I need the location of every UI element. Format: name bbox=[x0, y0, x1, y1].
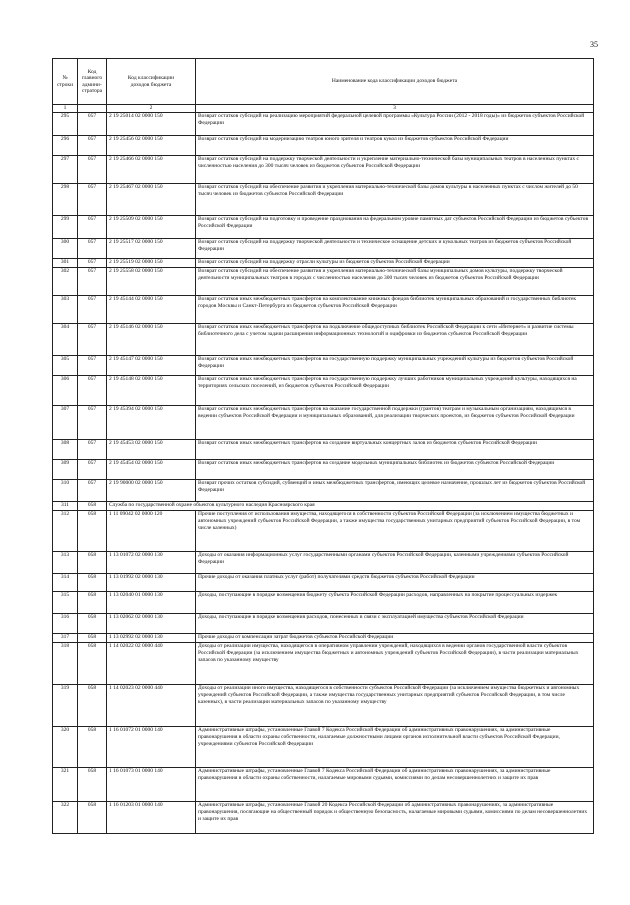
header-text: строки bbox=[56, 81, 74, 88]
classification-code-cell: 1 14 02022 02 0000 440 bbox=[107, 643, 196, 685]
classification-code-cell: 2 19 25558 02 0000 150 bbox=[107, 268, 196, 296]
code-name-cell: Возврат остатков субсидий на подготовку и проведение празднования на федеральном уровне памятных дат субъектов Российской Федерации из бюджетов субъектов Российской Федерации bbox=[196, 216, 594, 239]
table-row bbox=[53, 768, 594, 802]
admin-code-cell: 058 bbox=[78, 727, 107, 768]
admin-code-cell: 057 bbox=[78, 440, 107, 460]
header-classification-code bbox=[107, 59, 196, 105]
admin-code-cell: 057 bbox=[78, 259, 107, 268]
row-number-cell: 307 bbox=[53, 406, 78, 440]
code-name-cell: Прочие доходы от оказания платных услуг (работ) получателями средств бюджетов субъектов Российской Федерации bbox=[196, 574, 594, 592]
header-text: Код bbox=[87, 68, 97, 75]
row-number-cell: 320 bbox=[53, 727, 78, 768]
classification-code-cell: 1 16 01072 01 0000 140 bbox=[107, 727, 196, 768]
table-row bbox=[53, 502, 594, 511]
table-body bbox=[53, 113, 594, 834]
admin-code-cell: 057 bbox=[78, 268, 107, 296]
code-name-cell: Прочие доходы от компенсации затрат бюджетов субъектов Российской Федерации bbox=[196, 634, 594, 643]
classification-code-cell: 1 13 02992 02 0000 130 bbox=[107, 634, 196, 643]
admin-code-cell: 057 bbox=[78, 216, 107, 239]
admin-code-cell: 057 bbox=[78, 324, 107, 356]
code-name-cell: Доходы от реализации имущества, находящегося в оперативном управлении учреждений, находящихся в ведении органов государственной власти субъектов Российской Федерации (за исключением имущества бюджетных и автономных учреждений субъектов Российской Федерации), в части реализации материальных запасов по указанному имуществу bbox=[196, 643, 594, 685]
code-name-cell: Доходы от оказания информационных услуг государственными органами субъектов Российской Федерации, казенными учреждениями субъектов Российской Федерации bbox=[196, 552, 594, 574]
row-number-cell: 316 bbox=[53, 614, 78, 634]
header-text: главного bbox=[81, 75, 103, 82]
code-name-cell: Возврат остатков иных межбюджетных трансфертов на создание модельных муниципальных библиотек из бюджетов субъектов Российской Федерации bbox=[196, 460, 594, 480]
row-number-cell: 306 bbox=[53, 376, 78, 406]
code-name-cell: Доходы, поступающие в порядке возмещения расходов, понесенных в связи с эксплуатацией имущества субъектов Российской Федерации bbox=[196, 614, 594, 634]
admin-code-cell: 057 bbox=[78, 460, 107, 480]
code-name-cell: Административные штрафы, установленные Главой 7 Кодекса Российской Федерации об административных правонарушениях, за административные правонарушения в области охраны собственности, налагаемые должностными лицами органов исполнительной власти субъектов Российской Федерации, учреждениями субъектов Российской Федерации bbox=[196, 727, 594, 768]
row-number-cell: 311 bbox=[53, 502, 78, 511]
classification-code-cell: 2 19 45144 02 0000 150 bbox=[107, 296, 196, 324]
row-number-cell: 300 bbox=[53, 239, 78, 259]
row-number-cell: 309 bbox=[53, 460, 78, 480]
classification-code-cell: 1 14 02023 02 0000 440 bbox=[107, 685, 196, 727]
admin-code-cell: 058 bbox=[78, 614, 107, 634]
admin-code-cell: 057 bbox=[78, 156, 107, 184]
table-row bbox=[53, 356, 594, 376]
classification-code-cell: 2 19 25456 02 0000 150 bbox=[107, 136, 196, 156]
classification-code-cell: 2 19 45454 02 0000 150 bbox=[107, 460, 196, 480]
classification-code-cell: 1 11 09042 02 0000 120 bbox=[107, 511, 196, 552]
admin-code-cell: 058 bbox=[78, 511, 107, 552]
table-row bbox=[53, 574, 594, 592]
table-row bbox=[53, 592, 594, 614]
section-title-cell: Служба по государственной охране объектов культурного наследия Красноярского края bbox=[107, 502, 594, 511]
admin-code-cell: 057 bbox=[78, 376, 107, 406]
table-row bbox=[53, 113, 594, 136]
page-number: 35 bbox=[590, 40, 598, 49]
index-cell bbox=[78, 105, 107, 113]
budget-codes-table bbox=[52, 58, 594, 834]
table-row bbox=[53, 727, 594, 768]
header-text: № bbox=[62, 75, 68, 82]
row-number-cell: 303 bbox=[53, 296, 78, 324]
row-number-cell: 297 bbox=[53, 156, 78, 184]
classification-code-cell: 2 19 90000 02 0000 150 bbox=[107, 480, 196, 502]
admin-code-cell: 057 bbox=[78, 480, 107, 502]
classification-code-cell: 2 19 45394 02 0000 150 bbox=[107, 406, 196, 440]
row-number-cell: 312 bbox=[53, 511, 78, 552]
code-name-cell: Возврат остатков субсидий на реализацию мероприятий федеральной целевой программы «Культура России (2012 - 2018 годы)» из бюджетов субъектов Российской Федерации bbox=[196, 113, 594, 136]
row-number-cell: 318 bbox=[53, 643, 78, 685]
table-row bbox=[53, 685, 594, 727]
classification-code-cell: 2 19 25466 02 0000 150 bbox=[107, 156, 196, 184]
table-row bbox=[53, 634, 594, 643]
classification-code-cell: 2 19 45453 02 0000 150 bbox=[107, 440, 196, 460]
admin-code-cell: 058 bbox=[78, 643, 107, 685]
code-name-cell: Возврат остатков иных межбюджетных трансфертов на комплектование книжных фондов библиотек муниципальных образований и государственных библиотек городов Москвы и Санкт-Петербурга из бюджетов субъектов Российской Федерации bbox=[196, 296, 594, 324]
admin-code-cell: 058 bbox=[78, 552, 107, 574]
admin-code-cell: 057 bbox=[78, 239, 107, 259]
row-number-cell: 305 bbox=[53, 356, 78, 376]
classification-code-cell: 1 13 01992 02 0000 130 bbox=[107, 574, 196, 592]
table-row bbox=[53, 136, 594, 156]
table-row bbox=[53, 643, 594, 685]
admin-code-cell: 057 bbox=[78, 356, 107, 376]
index-row bbox=[53, 105, 594, 113]
row-number-cell: 304 bbox=[53, 324, 78, 356]
classification-code-cell: 1 16 01203 01 0000 140 bbox=[107, 802, 196, 834]
classification-code-cell: 2 19 25519 02 0000 150 bbox=[107, 259, 196, 268]
code-name-cell: Возврат остатков субсидий на поддержку творческой деятельности и укрепление материально-технической базы муниципальных театров в населенных пунктах с численностью населения до 300 тысяч человек из бюджетов субъектов Российской Федерации bbox=[196, 156, 594, 184]
admin-code-cell: 057 bbox=[78, 296, 107, 324]
admin-code-cell: 057 bbox=[78, 184, 107, 216]
table-row bbox=[53, 216, 594, 239]
header-text: админи- bbox=[82, 81, 102, 88]
header-admin-code bbox=[78, 59, 107, 105]
header-text: доходов бюджета bbox=[130, 81, 172, 88]
table-row bbox=[53, 156, 594, 184]
code-name-cell: Возврат остатков субсидий на поддержку отрасли культуры из бюджетов субъектов Российской Федерации bbox=[196, 259, 594, 268]
table-row bbox=[53, 239, 594, 259]
code-name-cell: Возврат остатков иных межбюджетных трансфертов на государственную поддержку муниципальных учреждений культуры из бюджетов субъектов Российской Федерации bbox=[196, 356, 594, 376]
classification-code-cell: 2 19 25509 02 0000 150 bbox=[107, 216, 196, 239]
admin-code-cell: 057 bbox=[78, 406, 107, 440]
row-number-cell: 296 bbox=[53, 136, 78, 156]
code-name-cell: Возврат остатков субсидий на поддержку творческой деятельности и техническое оснащение детских и кукольных театров из бюджетов субъектов Российской Федерации bbox=[196, 239, 594, 259]
table-row bbox=[53, 440, 594, 460]
row-number-cell: 302 bbox=[53, 268, 78, 296]
admin-code-cell: 057 bbox=[78, 113, 107, 136]
classification-code-cell: 1 13 02062 02 0000 130 bbox=[107, 614, 196, 634]
classification-code-cell: 1 13 02040 01 0000 130 bbox=[107, 592, 196, 614]
admin-code-cell: 058 bbox=[78, 634, 107, 643]
row-number-cell: 298 bbox=[53, 184, 78, 216]
row-number-cell: 321 bbox=[53, 768, 78, 802]
row-number-cell: 315 bbox=[53, 592, 78, 614]
table-row bbox=[53, 259, 594, 268]
header-text: Код классификации bbox=[127, 75, 175, 82]
index-cell: 3 bbox=[196, 105, 594, 113]
row-number-cell: 308 bbox=[53, 440, 78, 460]
admin-code-cell: 058 bbox=[78, 768, 107, 802]
admin-code-cell: 058 bbox=[78, 592, 107, 614]
classification-code-cell: 2 19 45148 02 0000 150 bbox=[107, 376, 196, 406]
row-number-cell: 322 bbox=[53, 802, 78, 834]
code-name-cell: Доходы от реализации иного имущества, находящегося в собственности субъектов Российской Федерации (за исключением имущества бюджетных и автономных учреждений субъектов Российской Федерации, а также имущества государственных унитарных предприятий субъектов Российской Федерации, в том числе казенных), в части реализации материальных запасов по указанному имуществу bbox=[196, 685, 594, 727]
header-row-number bbox=[53, 59, 78, 105]
classification-code-cell: 1 16 01073 01 0000 140 bbox=[107, 768, 196, 802]
row-number-cell: 301 bbox=[53, 259, 78, 268]
row-number-cell: 314 bbox=[53, 574, 78, 592]
classification-code-cell: 1 13 01072 02 0000 130 bbox=[107, 552, 196, 574]
code-name-cell: Возврат остатков иных межбюджетных трансфертов на подключение общедоступных библиотек Российской Федерации к сети «Интернет» и развитие системы библиотечного дела с учетом задачи расширения информационных технологий и оцифровки из бюджетов субъектов Российской Федерации bbox=[196, 324, 594, 356]
table-row bbox=[53, 480, 594, 502]
table-row bbox=[53, 376, 594, 406]
row-number-cell: 310 bbox=[53, 480, 78, 502]
row-number-cell: 295 bbox=[53, 113, 78, 136]
table-row bbox=[53, 511, 594, 552]
code-name-cell: Возврат прочих остатков субсидий, субвенций и иных межбюджетных трансфертов, имеющих целевое назначение, прошлых лет из бюджетов субъектов Российской Федерации bbox=[196, 480, 594, 502]
table-row bbox=[53, 324, 594, 356]
code-name-cell: Возврат остатков иных межбюджетных трансфертов на создание виртуальных концертных залов из бюджетов субъектов Российской Федерации bbox=[196, 440, 594, 460]
code-name-cell: Возврат остатков субсидий на обеспечение развития и укрепления материально-технической базы домов культуры в населенных пунктах с числом жителей до 50 тысяч человек из бюджетов субъектов Российской Федерации bbox=[196, 184, 594, 216]
classification-code-cell: 2 19 25517 02 0000 150 bbox=[107, 239, 196, 259]
row-number-cell: 299 bbox=[53, 216, 78, 239]
row-number-cell: 317 bbox=[53, 634, 78, 643]
admin-code-cell: 058 bbox=[78, 685, 107, 727]
code-name-cell: Возврат остатков иных межбюджетных трансфертов на государственную поддержку лучших работников муниципальных учреждений культуры, находящихся на территориях сельских поселений, из бюджетов субъектов Российской Федерации bbox=[196, 376, 594, 406]
table-row bbox=[53, 296, 594, 324]
classification-code-cell: 2 19 45147 02 0000 150 bbox=[107, 356, 196, 376]
code-name-cell: Доходы, поступающие в порядке возмещения бюджету субъекта Российской Федерации расходов, направленных на покрытие процессуальных издержек bbox=[196, 592, 594, 614]
admin-code-cell: 058 bbox=[78, 574, 107, 592]
header-row bbox=[53, 59, 594, 105]
admin-code-cell: 058 bbox=[78, 802, 107, 834]
table-row bbox=[53, 268, 594, 296]
header-code-name: Наименование кода классификации доходов бюджета bbox=[196, 59, 594, 105]
row-number-cell: 313 bbox=[53, 552, 78, 574]
table-row bbox=[53, 406, 594, 440]
index-cell: 2 bbox=[107, 105, 196, 113]
table-row bbox=[53, 460, 594, 480]
admin-code-cell: 058 bbox=[78, 502, 107, 511]
classification-code-cell: 2 19 25467 02 0000 150 bbox=[107, 184, 196, 216]
table-row bbox=[53, 802, 594, 834]
index-cell: 1 bbox=[53, 105, 78, 113]
code-name-cell: Возврат остатков иных межбюджетных трансфертов на оказание государственной поддержки (грантов) театрам и музыкальным организациям, находящимся в ведении субъектов Российской Федерации и муниципальных образований, для реализации творческих проектов, из бюджетов субъектов Российской Федерации bbox=[196, 406, 594, 440]
header-text: стратора bbox=[81, 87, 103, 94]
admin-code-cell: 057 bbox=[78, 136, 107, 156]
row-number-cell: 319 bbox=[53, 685, 78, 727]
code-name-cell: Административные штрафы, установленные Главой 20 Кодекса Российской Федерации об административных правонарушениях, за административные правонарушения, посягающие на общественный порядок и общественную безопасность, налагаемые мировыми судьями, комиссиями по делам несовершеннолетних и защите их прав bbox=[196, 802, 594, 834]
code-name-cell: Возврат остатков субсидий на модернизацию театров юного зрителя и театров кукол из бюджетов субъектов Российской Федерации bbox=[196, 136, 594, 156]
code-name-cell: Прочие поступления от использования имущества, находящегося в собственности субъектов Российской Федерации (за исключением имущества бюджетных и автономных учреждений субъектов Российской Федерации, а также имущества государственных унитарных предприятий субъектов Российской Федерации, в том числе казенных) bbox=[196, 511, 594, 552]
table-row bbox=[53, 614, 594, 634]
classification-code-cell: 2 19 25014 02 0000 150 bbox=[107, 113, 196, 136]
code-name-cell: Административные штрафы, установленные Главой 7 Кодекса Российской Федерации об административных правонарушениях, за административные правонарушения в области охраны собственности, налагаемые мировыми судьями, комиссиями по делам несовершеннолетних и защите их прав bbox=[196, 768, 594, 802]
table-row bbox=[53, 552, 594, 574]
code-name-cell: Возврат остатков субсидий на обеспечение развития и укрепления материально-технической базы муниципальных домов культуры, поддержку творческой деятельности муниципальных театров в городах с численностью населения до 300 тысяч человек из бюджетов субъектов Российской Федерации bbox=[196, 268, 594, 296]
table-row bbox=[53, 184, 594, 216]
classification-code-cell: 2 19 45146 02 0000 150 bbox=[107, 324, 196, 356]
